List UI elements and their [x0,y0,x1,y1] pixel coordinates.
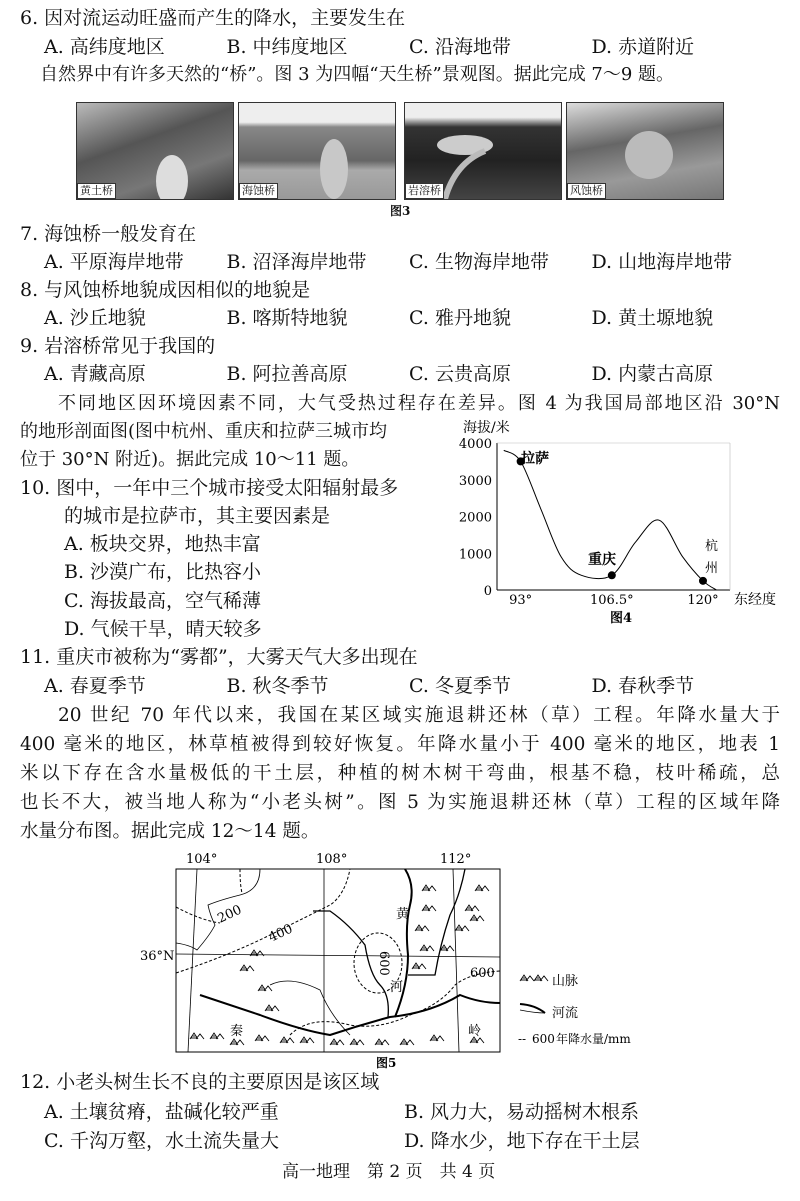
legend-isohyet-label: 年降水量/mm [556,1032,631,1046]
photo-loess-bridge [76,102,234,200]
q12-option-a: A. 土壤贫瘠，盐碱化较严重 [44,1101,279,1123]
q6-option-a: A. 高纬度地区 [44,36,165,58]
x-axis-label: 东经度 [734,592,776,608]
q11-option-d: D. 春秋季节 [591,675,695,697]
q10-option-c: C. 海拔最高，空气稀薄 [64,590,261,612]
photo-caption: 黄土桥 [77,183,116,199]
place-label-qin: 秦 [230,1024,244,1039]
q12-stem: 12. 小老头树生长不良的主要原因是该区域 [20,1071,380,1093]
intro-7-9: 自然界中有许多天然的“桥”。图 3 为四幅“天生桥”景观图。据此完成 7～9 题。 [40,64,675,85]
q12-options-row2 [44,1129,774,1153]
isohyet-label-600-a: 600 [376,951,391,976]
intro-12-14-line5: 水量分布图。据此完成 12～14 题。 [20,821,320,842]
fig3-caption: 图3 [390,204,411,218]
city-label-hangzhou-1: 杭 [705,539,719,554]
q7-option-d: D. 山地海岸地带 [591,251,733,273]
q8-options [44,306,774,330]
q9-option-d: D. 内蒙古高原 [591,363,714,385]
q9-option-b: B. 阿拉善高原 [226,363,348,385]
q9-option-c: C. 云贵高原 [409,363,511,385]
city-label-hangzhou-2: 州 [705,561,719,576]
place-label-huang: 黄 [396,907,410,922]
photo-caption: 岩溶桥 [405,183,444,199]
q8-option-a: A. 沙丘地貌 [44,307,146,329]
q6-option-b: B. 中纬度地区 [226,36,348,58]
q7-option-b: B. 沼泽海岸地带 [226,251,367,273]
y-tick-label: 4000 [458,437,492,452]
q9-options [44,362,774,386]
place-label-ling: 岭 [468,1024,482,1039]
q10-stem-line1: 10. 图中，一年中三个城市接受太阳辐射最多 [20,477,399,499]
intro-12-14-line4: 也长不大，被当地人称为“小老头树”。图 5 为实施退耕还林（草）工程的区域年降 [20,792,780,813]
q6-option-d: D. 赤道附近 [591,36,695,58]
isohyet-label-400: 400 [266,921,296,946]
q11-option-b: B. 秋冬季节 [226,675,329,697]
y-axis-label: 海拔/米 [463,420,510,436]
lon-label-104: 104° [186,852,218,867]
fig4-elevation-profile [440,400,800,630]
q9-option-a: A. 青藏高原 [44,363,146,385]
q6-options [44,35,774,59]
q7-options [44,250,774,274]
q11-stem: 11. 重庆市被称为“雾都”，大雾天气大多出现在 [20,646,418,668]
map-frame [176,869,500,1052]
photo-karst-bridge [404,102,562,200]
x-tick-label: 106.5° [589,593,634,608]
q10-option-a: A. 板块交界，地热丰富 [64,533,261,555]
city-point [608,571,616,579]
photo-caption: 风蚀桥 [567,183,606,199]
legend-mountain-label: 山脉 [552,974,579,989]
legend-river-label: 河流 [552,1006,579,1021]
q9-stem: 9. 岩溶桥常见于我国的 [20,335,216,357]
q7-option-a: A. 平原海岸地带 [44,251,184,273]
y-tick-label: 0 [483,584,492,599]
intro-12-14-line2: 400 毫米的地区，林草植被得到较好恢复。年降水量小于 400 毫米的地区，地表 1 [20,734,780,755]
q12-options-row1 [44,1100,774,1124]
intro-10-11-line2: 的地形剖面图(图中杭州、重庆和拉萨三城市均 [20,421,388,442]
wei-river [200,995,500,1035]
y-tick-label: 2000 [458,510,492,526]
q12-option-c: C. 千沟万壑，水土流失量大 [44,1130,279,1152]
q10-option-b: B. 沙漠广布，比热容小 [64,561,262,583]
lat-label-36n: 36°N [140,949,175,964]
q8-stem: 8. 与风蚀桥地貌成因相似的地貌是 [20,279,311,301]
isohyet-label-600-b: 600 [470,966,495,981]
meridian-104 [188,869,197,1052]
photo-wind-erosion-bridge [566,102,724,200]
q12-option-b: B. 风力大，易动摇树木根系 [404,1101,640,1123]
q10-stem-line2: 的城市是拉萨市，其主要因素是 [64,505,331,527]
city-label-lasa: 拉萨 [521,451,549,467]
q7-option-c: C. 生物海岸地带 [409,251,549,273]
q11-option-a: A. 春夏季节 [44,675,146,697]
fig4-caption: 图4 [610,611,633,626]
q8-option-b: B. 喀斯特地貌 [226,307,348,329]
fig5-caption: 图5 [376,1056,397,1070]
q7-stem: 7. 海蚀桥一般发育在 [20,223,197,245]
q8-option-d: D. 黄土塬地貌 [591,307,714,329]
fig5-precipitation-map [140,845,680,1070]
q6-option-c: C. 沿海地带 [409,36,511,58]
intro-10-11-line1: 不同地区因环境因素不同，大气受热过程存在差异。图 4 为我国局部地区沿 30°N [58,393,780,414]
elevation-curve [504,450,717,590]
q6-stem: 6. 因对流运动旺盛而产生的降水，主要发生在 [20,7,406,29]
y-tick-label: 3000 [458,473,492,489]
q11-option-c: C. 冬夏季节 [409,675,511,697]
river-tributary-east [408,869,465,975]
photo-sea-arch [238,102,396,200]
x-tick-label: 120° [687,593,719,608]
lon-label-108: 108° [316,852,348,867]
x-tick-label: 93° [509,593,533,608]
legend-mountain-icon [520,975,534,981]
river-thin [270,981,350,1035]
lon-label-112: 112° [440,852,472,867]
boundary-line [176,869,260,950]
isohyet-label-200: 200 [215,902,245,927]
legend-river-icon [520,1004,545,1013]
intro-12-14-line3: 米以下存在含水量极低的干土层，种植的树木树干弯曲，根基不稳，枝叶稀疏，总 [20,763,780,784]
q11-options [44,674,774,698]
place-label-he: 河 [390,980,404,995]
photo-caption: 海蚀桥 [239,183,278,199]
city-label-chongqing: 重庆 [588,552,616,568]
legend-isohyet-value: 600 [532,1032,555,1046]
q10-option-d: D. 气候干旱，晴天较多 [64,618,262,640]
page-footer: 高一地理 第 2 页 共 4 页 [282,1162,496,1182]
legend-isohyet-icon: -- [518,1032,527,1046]
intro-10-11-line3: 位于 30°N 附近)。据此完成 10～11 题。 [20,449,360,470]
intro-12-14-line1: 20 世纪 70 年代以来，我国在某区域实施退耕还林（草）工程。年降水量大于 [58,705,780,726]
q8-option-c: C. 雅丹地貌 [409,307,511,329]
q12-option-d: D. 降水少，地下存在干土层 [404,1130,640,1152]
y-tick-label: 1000 [458,547,492,563]
city-point [699,577,707,585]
